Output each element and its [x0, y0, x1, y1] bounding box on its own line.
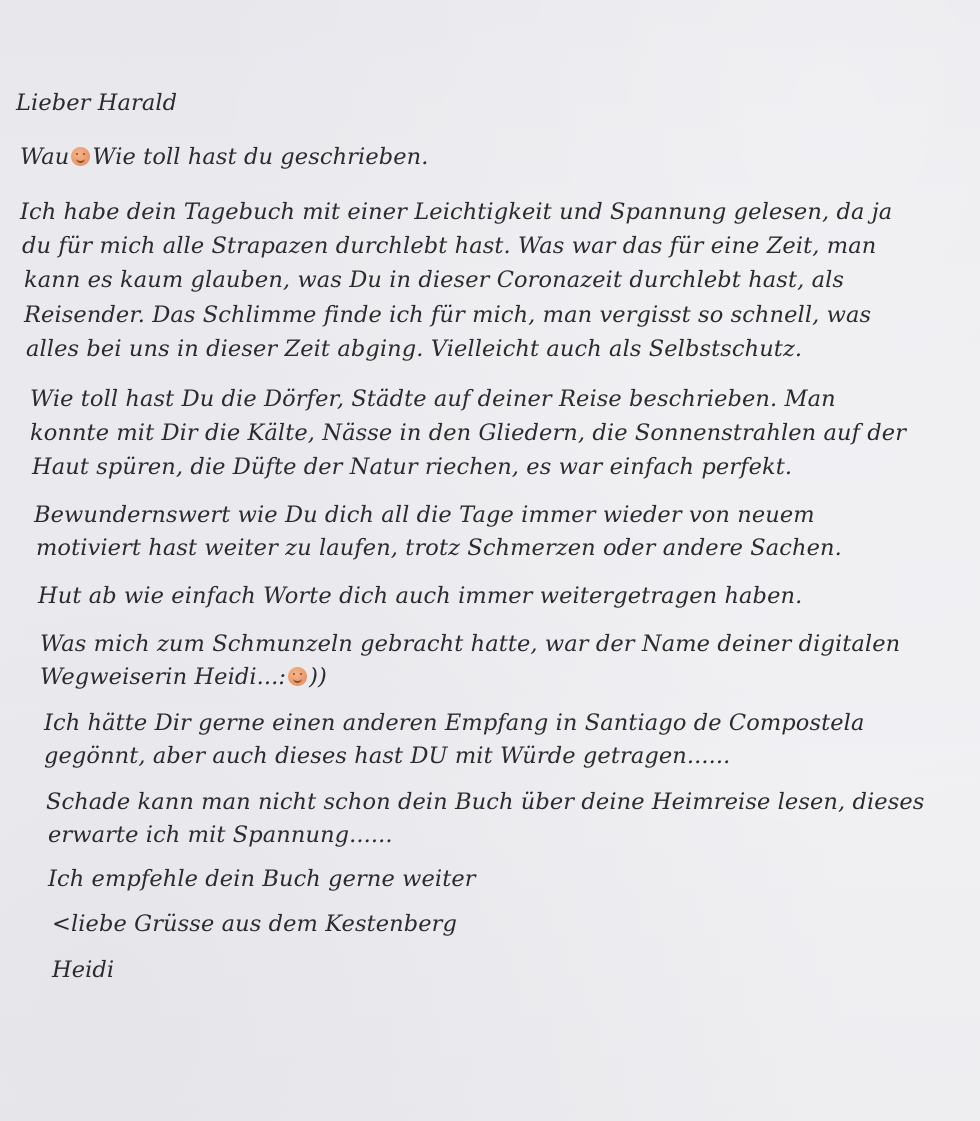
paragraph-6-line-1: Ich hätte Dir gerne einen anderen Empfang in Santiago de Compostela: [44, 710, 865, 736]
paragraph-1-line-5: alles bei uns in dieser Zeit abging. Vielleicht auch als Selbstschutz.: [26, 336, 803, 362]
smiling-face-icon: [288, 667, 307, 686]
closing: <liebe Grüsse aus dem Kestenberg: [52, 911, 458, 937]
paragraph-1-line-4: Reisender. Das Schlimme finde ich für mich, man vergisst so schnell, was: [24, 302, 872, 328]
smiling-face-icon: [71, 147, 90, 166]
signature: Heidi: [52, 957, 115, 983]
paragraph-5-line-2-text: Wegweiserin Heidi...:: [40, 664, 287, 690]
paragraph-2-line-2: konnte mit Dir die Kälte, Nässe in den Gliedern, die Sonnenstrahlen auf der: [30, 420, 907, 446]
paragraph-7-line-1: Schade kann man nicht schon dein Buch über deine Heimreise lesen, dieses: [46, 789, 925, 815]
opening-rest: Wie toll hast du geschrieben.: [92, 144, 429, 170]
paragraph-7-line-2: erwarte ich mit Spannung......: [48, 822, 393, 848]
paragraph-2-line-1: Wie toll hast Du die Dörfer, Städte auf deiner Reise beschrieben. Man: [30, 386, 836, 412]
paragraph-1-line-2: du für mich alle Strapazen durchlebt hast. Was war das für eine Zeit, man: [22, 233, 877, 259]
paragraph-3-line-2: motiviert hast weiter zu laufen, trotz Schmerzen oder andere Sachen.: [36, 535, 842, 561]
paragraph-1-line-3: kann es kaum glauben, was Du in dieser Coronazeit durchlebt hast, als: [24, 267, 845, 293]
paragraph-5-line-1: Was mich zum Schmunzeln gebracht hatte, war der Name deiner digitalen: [40, 631, 901, 657]
greeting: Lieber Harald: [16, 90, 178, 116]
paragraph-2-line-3: Haut spüren, die Düfte der Natur riechen, es war einfach perfekt.: [32, 454, 793, 480]
paragraph-1-line-1: Ich habe dein Tagebuch mit einer Leichtigkeit und Spannung gelesen, da ja: [20, 199, 893, 225]
paragraph-3-line-1: Bewundernswert wie Du dich all die Tage immer wieder von neuem: [34, 502, 815, 528]
paragraph-5-line-2: [40, 660, 327, 694]
paragraph-5-line-2-end: )): [309, 664, 327, 690]
paragraph-4: Hut ab wie einfach Worte dich auch immer weitergetragen haben.: [38, 583, 803, 609]
opening-line: [20, 140, 429, 174]
opening-word: Wau: [20, 144, 70, 170]
paragraph-8: Ich empfehle dein Buch gerne weiter: [48, 866, 476, 892]
paragraph-6-line-2: gegönnt, aber auch dieses hast DU mit Würde getragen......: [44, 743, 731, 769]
